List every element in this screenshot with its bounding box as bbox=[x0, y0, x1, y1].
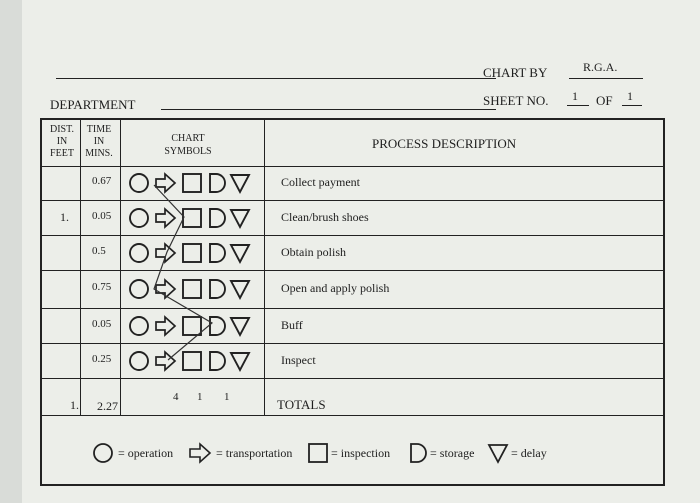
sheet-no-value: 1 bbox=[572, 89, 578, 103]
time-header: TIME IN MINS. bbox=[85, 124, 113, 159]
totals-time: 2.27 bbox=[97, 399, 118, 413]
delay-legend-label: = delay bbox=[511, 446, 547, 460]
totals-label: TOTALS bbox=[277, 397, 326, 412]
row-process-description: Buff bbox=[281, 317, 303, 332]
sheet-no-label: SHEET NO. bbox=[483, 93, 549, 108]
totals-count-transportation: 1 bbox=[197, 391, 203, 403]
totals-count-inspection: 1 bbox=[224, 391, 230, 403]
row-time: 0.05 bbox=[92, 317, 112, 330]
row-process-description: Clean/brush shoes bbox=[281, 209, 369, 224]
chart-by-value: R.G.A. bbox=[583, 60, 618, 74]
transportation-legend-icon bbox=[188, 442, 212, 464]
of-label: OF bbox=[596, 93, 613, 108]
symbol-legend bbox=[92, 438, 652, 468]
row-dist: 1. bbox=[60, 209, 69, 224]
symbols-header: CHART SYMBOLS bbox=[164, 133, 212, 157]
of-line bbox=[622, 105, 642, 106]
department-line bbox=[161, 109, 496, 110]
row-process-description: Open and apply polish bbox=[281, 281, 390, 295]
inspection-legend-icon bbox=[307, 442, 329, 464]
chart-by-label: CHART BY bbox=[483, 65, 548, 80]
process-description-header: PROCESS DESCRIPTION bbox=[372, 136, 517, 151]
department-label: DEPARTMENT bbox=[50, 97, 136, 112]
process-chart-table bbox=[40, 118, 665, 486]
transportation-legend-label: = transportation bbox=[216, 446, 293, 460]
storage-legend-icon bbox=[409, 442, 429, 464]
totals-dist: 1. bbox=[70, 398, 79, 412]
row-time: 0.25 bbox=[92, 352, 112, 365]
row-process-description: Inspect bbox=[281, 352, 316, 367]
row-time: 0.5 bbox=[92, 244, 106, 257]
top-blank-line bbox=[56, 78, 496, 79]
process-flow-line bbox=[42, 120, 667, 420]
dist-header: DIST. IN FEET bbox=[50, 124, 74, 159]
row-process-description: Obtain polish bbox=[281, 244, 346, 259]
row-time: 0.75 bbox=[92, 281, 112, 293]
totals-count-operation: 4 bbox=[173, 391, 179, 403]
row-time: 0.67 bbox=[92, 175, 112, 187]
row-time: 0.05 bbox=[92, 209, 112, 222]
of-value: 1 bbox=[627, 89, 633, 103]
sheet-no-line bbox=[567, 105, 589, 106]
chart-by-line bbox=[569, 78, 643, 79]
row-process-description: Collect payment bbox=[281, 175, 360, 189]
delay-legend-icon bbox=[487, 442, 509, 464]
inspection-legend-label: = inspection bbox=[331, 446, 391, 460]
operation-legend-icon bbox=[92, 442, 114, 464]
storage-legend-label: = storage bbox=[430, 446, 475, 460]
operation-legend-label: = operation bbox=[118, 446, 174, 460]
